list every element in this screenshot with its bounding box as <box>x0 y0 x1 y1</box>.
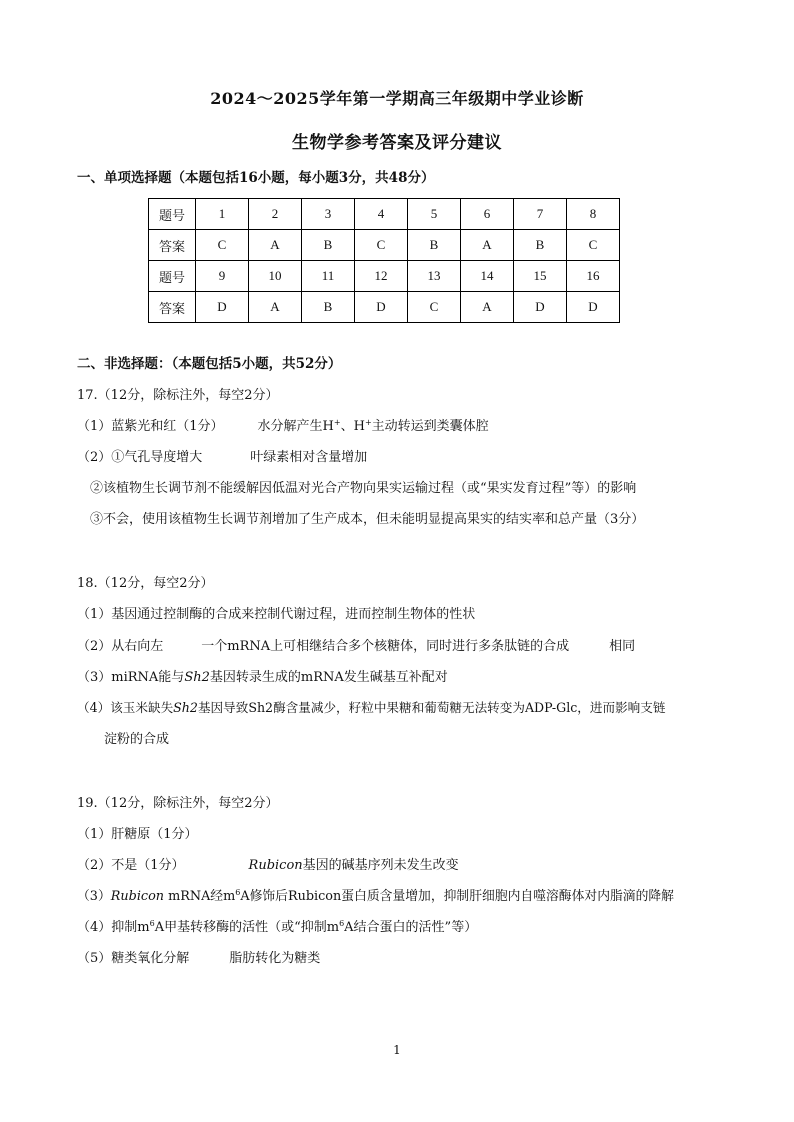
section-2-heading: 二、非选择题：（本题包括5小题，共52分） <box>77 356 342 372</box>
q18-answer-4a: （4）该玉米缺失 <box>77 700 174 715</box>
q17-answer-2a: （2）①气孔导度增大 <box>77 450 203 465</box>
q19-answer-2 <box>77 854 459 873</box>
answer-cell: B <box>408 230 461 261</box>
table-row <box>149 199 620 230</box>
row-label-answer: 答案 <box>149 292 196 323</box>
question-number: 11 <box>302 261 355 292</box>
question-number: 5 <box>408 199 461 230</box>
question-number: 10 <box>249 261 302 292</box>
superscript-6: 6 <box>149 919 155 928</box>
q19-answer-4 <box>77 916 477 935</box>
question-number: 15 <box>514 261 567 292</box>
q19-answer-2a: （2）不是（1分） <box>77 858 185 873</box>
answer-cell: B <box>302 292 355 323</box>
answer-cell: A <box>249 292 302 323</box>
answer-cell: B <box>514 230 567 261</box>
q18-answer-4c: 基因导致Sh2酶含量减少，籽粒中果糖和葡萄糖无法转变为ADP-Glc，进而影响支链 <box>197 700 666 715</box>
table-row <box>149 261 620 292</box>
question-number: 1 <box>196 199 249 230</box>
question-number: 4 <box>355 199 408 230</box>
gene-name: Rubicon <box>248 858 303 873</box>
answer-cell: C <box>408 292 461 323</box>
answer-cell: D <box>567 292 620 323</box>
superscript-6: 6 <box>235 888 241 897</box>
answer-cell: A <box>249 230 302 261</box>
q17-answer-2b: 叶绿素相对含量增加 <box>250 450 368 465</box>
q18-answer-4 <box>77 697 665 716</box>
q17-answer-1d: 主动转运到类囊体腔 <box>371 419 489 434</box>
q18-answer-4-cont: 淀粉的合成 <box>104 732 170 747</box>
answer-cell: C <box>567 230 620 261</box>
q19-answer-3a: （3） <box>77 889 111 904</box>
question-number: 9 <box>196 261 249 292</box>
page-title: 2024～2025学年第一学期高三年级期中学业诊断 <box>210 89 584 108</box>
q18-answer-3 <box>77 666 448 685</box>
gene-name: Sh2 <box>184 670 210 685</box>
q17-answer-2-part2: ②该植物生长调节剂不能缓解因低温对光合产物向果实运输过程（或“果实发育过程”等）的影响 <box>90 481 637 496</box>
q17-answer-1 <box>77 415 489 434</box>
table-row <box>149 292 620 323</box>
q19-answer-1: （1）肝糖原（1分） <box>77 827 198 842</box>
q17-answer-1a: （1）蓝紫光和红（1分） <box>77 419 224 434</box>
question-number: 12 <box>355 261 408 292</box>
question-number: 16 <box>567 261 620 292</box>
q17-answer-2-part3: ③不会，使用该植物生长调节剂增加了生产成本，但未能明显提高果实的结实率和总产量（3分） <box>90 512 645 527</box>
q19-answer-3 <box>77 885 674 904</box>
question-number: 7 <box>514 199 567 230</box>
q19-answer-4b: A甲基转移酶的活性（或“抑制m <box>154 920 340 935</box>
table-row <box>149 230 620 261</box>
q18-answer-2 <box>77 635 635 654</box>
answer-cell: D <box>196 292 249 323</box>
answer-cell: D <box>514 292 567 323</box>
q19-answer-3c: mRNA经m <box>164 889 236 904</box>
q18-answer-3a: （3）miRNA能与 <box>77 670 185 685</box>
gene-name: Sh2 <box>173 700 198 715</box>
question-number: 8 <box>567 199 620 230</box>
plus-superscript: + <box>333 418 341 427</box>
q18-answer-3c: 基因转录生成的mRNA发生碱基互补配对 <box>209 670 448 685</box>
answer-cell: A <box>461 230 514 261</box>
q18-answer-2b: 一个mRNA上可相继结合多个核糖体，同时进行多条肽链的合成 <box>201 639 570 654</box>
q18-answer-2a: （2）从右向左 <box>77 639 164 654</box>
q18-answer-2c: 相同 <box>609 639 636 654</box>
question-number: 13 <box>408 261 461 292</box>
section-1-heading: 一、单项选择题（本题包括16小题，每小题3分，共48分） <box>77 170 435 186</box>
answer-cell: D <box>355 292 408 323</box>
q17-answer-1b: 水分解产生H <box>257 419 334 434</box>
page-number: 1 <box>393 1043 401 1057</box>
q17-heading: 17.（12分，除标注外，每空2分） <box>77 388 279 403</box>
answer-cell: B <box>302 230 355 261</box>
q18-answer-1: （1）基因通过控制酶的合成来控制代谢过程，进而控制生物体的性状 <box>77 607 476 622</box>
q19-heading: 19.（12分，除标注外，每空2分） <box>77 796 279 811</box>
answer-cell: C <box>196 230 249 261</box>
answer-table <box>148 198 620 323</box>
q17-answer-1c: 、H <box>340 419 365 434</box>
row-label-answer: 答案 <box>149 230 196 261</box>
answer-cell: C <box>355 230 408 261</box>
question-number: 3 <box>302 199 355 230</box>
q19-answer-4a: （4）抑制m <box>77 920 150 935</box>
plus-superscript: + <box>364 418 372 427</box>
page-subtitle: 生物学参考答案及评分建议 <box>292 133 502 153</box>
row-label-question: 题号 <box>149 199 196 230</box>
q19-answer-4c: A结合蛋白的活性”等） <box>344 920 478 935</box>
q19-answer-5a: （5）糖类氧化分解 <box>77 951 190 966</box>
q19-answer-2c: 基因的碱基序列未发生改变 <box>302 858 459 873</box>
q19-answer-5b: 脂肪转化为糖类 <box>229 951 321 966</box>
q19-answer-5 <box>77 947 320 966</box>
question-number: 2 <box>249 199 302 230</box>
question-number: 14 <box>461 261 514 292</box>
q18-heading: 18.（12分，每空2分） <box>77 576 214 591</box>
question-number: 6 <box>461 199 514 230</box>
row-label-question: 题号 <box>149 261 196 292</box>
q19-answer-3d: A修饰后Rubicon蛋白质含量增加，抑制肝细胞内自噬溶酶体对内脂滴的降解 <box>240 889 674 904</box>
q17-answer-2 <box>77 446 367 465</box>
answer-cell: A <box>461 292 514 323</box>
gene-name: Rubicon <box>110 889 165 904</box>
superscript-6: 6 <box>339 919 345 928</box>
